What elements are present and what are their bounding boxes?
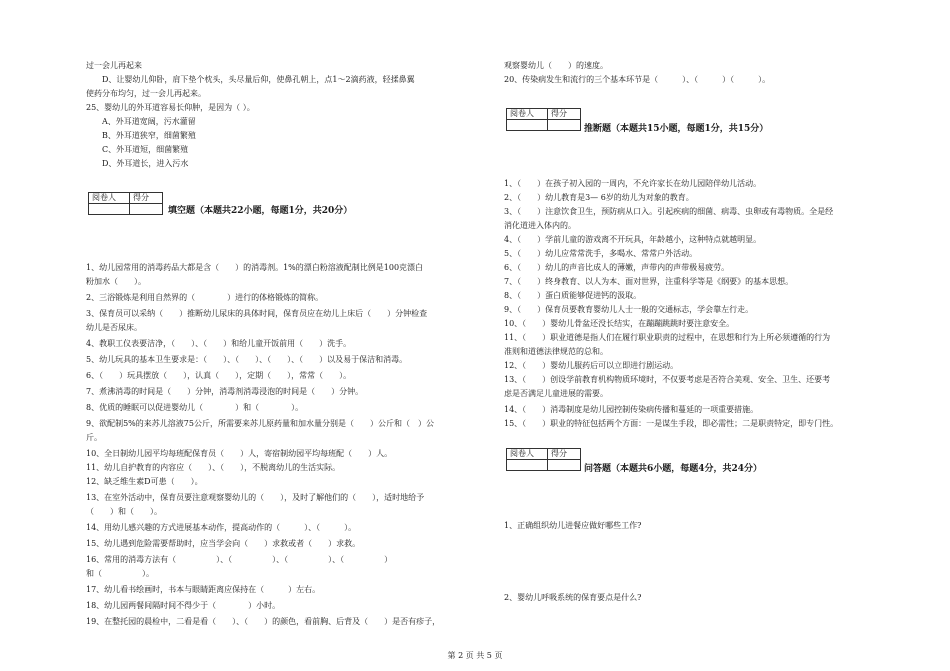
fill-line: 15、幼儿遇到危险需要帮助时，应当学会向（ ）求救或者（ ）求救。: [86, 539, 361, 548]
points-cell: [548, 120, 581, 131]
points-label: 得分: [548, 449, 581, 460]
reviewer-label: 阅卷人: [507, 109, 548, 120]
fill-line: 12、缺乏维生素D可患（ ）。: [86, 477, 203, 486]
fill-line: 1、幼儿园常用的消毒药品大都是含（ ）的消毒剂。1%的漂白粉溶液配制比例是100克漂白: [86, 263, 424, 272]
fill-line: 5、幼儿玩具的基本卫生要求是：（ ）、（ ）、（ ）、（ ）以及易于保洁和消毒。: [86, 355, 408, 364]
fill-line: 20、传染病发生和流行的三个基本环节是（ ）、（ ）（ ）。: [504, 75, 771, 84]
fill-line: 3、保育员可以采纳（ ）推断幼儿尿床的具体时间，保育员应在幼儿上床后（ ）分钟检查: [86, 309, 428, 318]
fill-line: 19、在整托园的晨检中，二看是看（ ）、（ ）的颜色，看前胸、后背及（ ）是否有疹子，: [86, 617, 441, 626]
points-label: 得分: [548, 109, 581, 120]
judge-line: 10、（ ）婴幼儿骨盆还没长结实，在蹦蹦跳跳时要注意安全。: [504, 319, 735, 328]
judge-line: 4、（ ）学前儿童的游戏离不开玩具，年龄越小，这种特点就越明显。: [504, 235, 762, 244]
qa-question-1: 1、正确组织幼儿进餐应做好哪些工作?: [504, 521, 642, 530]
judge-line: 13、（ ）创设学前教育机构物质环境时，不仅要考虑是否符合美观、安全、卫生、还要考: [504, 375, 831, 384]
text-line: 观察婴幼儿（ ）的速度。: [504, 61, 608, 70]
reviewer-cell: [89, 204, 130, 215]
judge-line: 虑是否满足儿童进展的需要。: [504, 389, 608, 398]
judge-section-title: 推断题（本题共15小题，每题1分，共15分）: [584, 124, 769, 134]
option-a: A、外耳道宽阔，污水灌留: [86, 117, 196, 126]
points-cell: [130, 204, 163, 215]
score-box-qa: [506, 448, 581, 471]
judge-line: 9、（ ）保育员要教育婴幼儿人士一般的交通标志，学会靠左行走。: [504, 305, 754, 314]
judge-line: 14、（ ）消毒制度是幼儿园控制传染病传播和蔓延的一项重要措施。: [504, 405, 759, 414]
judge-line: 准则和道德法律规范的总和。: [504, 347, 608, 356]
fill-line: 18、幼儿园两餐间隔时间不得少于（ ）小时。: [86, 601, 281, 610]
reviewer-cell: [507, 460, 548, 471]
option-b: B、外耳道狭窄，细菌繁殖: [86, 131, 196, 140]
fill-line: 13、在室外活动中，保育员要注意观察婴幼儿的（ ），及时了解他们的（ ），适时地给予: [86, 493, 425, 502]
points-cell: [548, 460, 581, 471]
fill-line: 4、教职工仪表要洁净，（ ）、（ ）和给儿童开饭前用（ ）洗手。: [86, 339, 352, 348]
reviewer-cell: [507, 120, 548, 131]
judge-line: 15、（ ）职业的特征包括两个方面：一是谋生手段，即必需性；二是职责特定，即专门性。: [504, 419, 839, 428]
fill-line: 14、用幼儿感兴趣的方式进展基本动作，提高动作的（ ）、（ ）。: [86, 523, 357, 532]
text-line: 使药分布均匀，过一会儿再起来。: [86, 89, 206, 98]
fill-line: 10、全日制幼儿园平均每班配保育员（ ）人，寄宿制幼园平均每班配（ ）人。: [86, 449, 393, 458]
points-label: 得分: [130, 193, 163, 204]
fill-line: 幼儿是否尿床。: [86, 323, 142, 332]
judge-line: 5、（ ）幼儿应常常洗手，多喝水、常常户外活动。: [504, 249, 698, 258]
judge-line: 2、（ ）幼儿教育是3— 6岁的幼儿为对象的教育。: [504, 193, 694, 202]
judge-line: 6、（ ）幼儿的声音比成人的薄嫩，声带内的声带极易疲劳。: [504, 263, 730, 272]
fill-line: 11、幼儿自护教育的内容应（ ）、（ ），不脱离幼儿的生活实际。: [86, 463, 341, 472]
fill-line: 8、优质的睡眠可以促进婴幼儿（ ）和（ ）。: [86, 403, 304, 412]
fill-line: 粉加水（ ）。: [86, 277, 146, 286]
fill-line: 和（ ）。: [86, 569, 154, 578]
text-line: D、让婴幼儿仰卧，肩下垫个枕头，头尽量后仰，使鼻孔朝上，点1～2滴药液，轻揉鼻翼: [86, 75, 415, 84]
option-d: D、外耳道长，进入污水: [86, 159, 189, 168]
judge-line: 11、（ ）职业道德是指人们在履行职业职责的过程中，在思想和行为上所必须遵循的行为: [504, 333, 831, 342]
fill-line: 7、煮沸消毒的时间是（ ）分钟，消毒剂消毒浸泡的时间是（ ）分钟。: [86, 387, 364, 396]
text-line: 过一会儿再起来: [86, 61, 142, 70]
fill-blank-section-title: 填空题（本题共22小题，每题1分，共20分）: [168, 206, 353, 216]
judge-line: 7、（ ）终身教育、以人为本、面对世界，注重科学等是《纲要》的基本思想。: [504, 277, 794, 286]
score-box-fill: [88, 192, 163, 215]
question-25: 25、婴幼儿的外耳道容易长仰肿，是因为（ ）。: [86, 103, 255, 112]
page-footer: 第 2 页 共 5 页: [447, 651, 503, 660]
fill-line: （ ）和（ ）。: [86, 507, 162, 516]
fill-line: 6、（ ）玩具摆放（ ），认真（ ），定期（ ），常常（ ）。: [86, 371, 352, 380]
fill-line: 斤。: [86, 433, 102, 442]
qa-question-2: 2、婴幼儿呼吸系统的保育要点是什么?: [504, 593, 642, 602]
fill-line: 2、三浴锻炼是利用自然界的（ ）进行的体格锻炼的简称。: [86, 293, 324, 302]
judge-line: 消化道进入体内的。: [504, 221, 576, 230]
fill-line: 9、欲配制5%的来苏儿溶液75公斤，所需要来苏儿原药量和加水量分别是（ ）公斤和（ ）公: [86, 419, 434, 428]
score-box-judge: [506, 108, 581, 131]
reviewer-label: 阅卷人: [89, 193, 130, 204]
judge-line: 12、（ ）婴幼儿服药后可以立即进行剧运动。: [504, 361, 679, 370]
qa-section-title: 问答题（本题共6小题，每题4分，共24分）: [584, 464, 763, 474]
judge-line: 3、（ ）注意饮食卫生，预防病从口入。引起疾病的细菌、病毒、虫卵或有毒物质。全是经: [504, 207, 834, 216]
reviewer-label: 阅卷人: [507, 449, 548, 460]
judge-line: 1、（ ）在孩子初入园的一周内，不允许家长在幼儿园陪伴幼儿活动。: [504, 179, 762, 188]
judge-line: 8、（ ）蛋白质能够促进钙的汲取。: [504, 291, 642, 300]
option-c: C、外耳道短，细菌繁殖: [86, 145, 189, 154]
fill-line: 17、幼儿看书绘画时，书本与眼睛距离应保持在（ ）左右。: [86, 585, 321, 594]
fill-line: 16、常用的消毒方法有（ ）、（ ）、（ ）、（ ）: [86, 555, 393, 564]
